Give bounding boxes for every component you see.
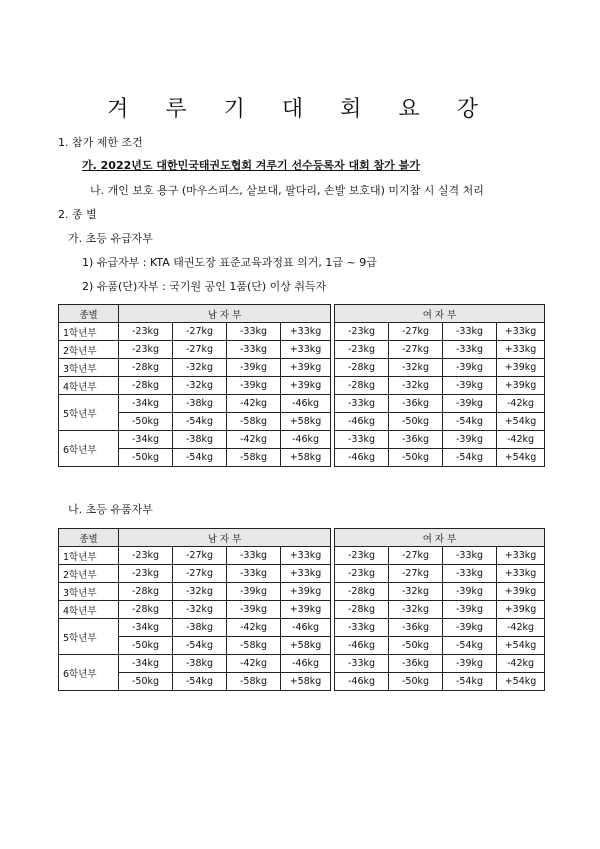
table-row bbox=[59, 449, 545, 467]
weight-cell: -23kg bbox=[119, 323, 173, 341]
weight-cell: +39kg bbox=[497, 601, 545, 619]
weight-class-table-1 bbox=[58, 304, 545, 467]
weight-cell: -33kg bbox=[335, 395, 389, 413]
weight-cell: -46kg bbox=[281, 655, 331, 673]
table-row bbox=[59, 673, 545, 691]
weight-cell: -32kg bbox=[173, 601, 227, 619]
table-header-male: 남 자 부 bbox=[119, 305, 331, 323]
weight-cell: -50kg bbox=[389, 413, 443, 431]
weight-cell: -36kg bbox=[389, 619, 443, 637]
weight-cell: -46kg bbox=[335, 413, 389, 431]
weight-cell: -54kg bbox=[443, 637, 497, 655]
weight-cell: -27kg bbox=[389, 323, 443, 341]
weight-cell: -27kg bbox=[389, 565, 443, 583]
weight-cell: -27kg bbox=[173, 341, 227, 359]
weight-cell: -54kg bbox=[173, 673, 227, 691]
weight-cell: -58kg bbox=[227, 449, 281, 467]
weight-cell: -46kg bbox=[281, 619, 331, 637]
weight-cell: +58kg bbox=[281, 449, 331, 467]
weight-cell: -32kg bbox=[389, 377, 443, 395]
weight-cell: -28kg bbox=[119, 377, 173, 395]
section-1-item-b: 나. 개인 보호 용구 (마우스피스, 샅보대, 팔다리, 손발 보호대) 미지참 시 실격 처리 bbox=[90, 184, 484, 197]
weight-cell: +33kg bbox=[281, 323, 331, 341]
weight-cell: -54kg bbox=[173, 637, 227, 655]
weight-cell: -23kg bbox=[335, 565, 389, 583]
weight-cell: +58kg bbox=[281, 413, 331, 431]
table-header-male: 남 자 부 bbox=[119, 529, 331, 547]
weight-cell: -42kg bbox=[497, 395, 545, 413]
weight-cell: -33kg bbox=[335, 431, 389, 449]
table-row bbox=[59, 341, 545, 359]
table-row bbox=[59, 413, 545, 431]
weight-cell: +39kg bbox=[497, 377, 545, 395]
weight-cell: -27kg bbox=[173, 565, 227, 583]
weight-cell: +54kg bbox=[497, 449, 545, 467]
weight-cell: -33kg bbox=[227, 323, 281, 341]
weight-cell: +33kg bbox=[497, 547, 545, 565]
weight-cell: -39kg bbox=[227, 377, 281, 395]
weight-cell: -38kg bbox=[173, 431, 227, 449]
page-title: 겨 루 기 대 회 요 강 bbox=[107, 97, 493, 122]
weight-cell: +39kg bbox=[281, 583, 331, 601]
weight-cell: -54kg bbox=[443, 449, 497, 467]
table-row bbox=[59, 655, 545, 673]
weight-class-table-2 bbox=[58, 528, 545, 691]
weight-cell: -33kg bbox=[443, 565, 497, 583]
grade-label: 6학년부 bbox=[59, 655, 119, 691]
table-row bbox=[59, 619, 545, 637]
weight-cell: -27kg bbox=[173, 323, 227, 341]
weight-cell: -23kg bbox=[335, 341, 389, 359]
weight-cell: +33kg bbox=[281, 547, 331, 565]
weight-cell: -50kg bbox=[389, 673, 443, 691]
weight-cell: +33kg bbox=[497, 341, 545, 359]
weight-cell: -54kg bbox=[443, 673, 497, 691]
section-2-sub-a-1: 1) 유급자부 : KTA 태권도장 표준교육과정표 의거, 1급 ~ 9급 bbox=[82, 256, 377, 269]
weight-cell: -42kg bbox=[497, 655, 545, 673]
grade-label: 3학년부 bbox=[59, 583, 119, 601]
weight-cell: -28kg bbox=[335, 377, 389, 395]
grade-label: 2학년부 bbox=[59, 341, 119, 359]
weight-cell: +33kg bbox=[281, 565, 331, 583]
weight-cell: -28kg bbox=[119, 583, 173, 601]
weight-cell: -27kg bbox=[389, 341, 443, 359]
weight-cell: +39kg bbox=[281, 377, 331, 395]
weight-cell: -33kg bbox=[335, 655, 389, 673]
weight-cell: -32kg bbox=[389, 359, 443, 377]
weight-cell: -54kg bbox=[443, 413, 497, 431]
weight-cell: -36kg bbox=[389, 395, 443, 413]
weight-cell: -23kg bbox=[119, 547, 173, 565]
weight-cell: -23kg bbox=[335, 323, 389, 341]
weight-cell: -46kg bbox=[281, 395, 331, 413]
weight-cell: -33kg bbox=[335, 619, 389, 637]
table-row bbox=[59, 637, 545, 655]
grade-label: 4학년부 bbox=[59, 377, 119, 395]
weight-cell: -58kg bbox=[227, 413, 281, 431]
weight-cell: -39kg bbox=[227, 359, 281, 377]
weight-cell: +39kg bbox=[281, 601, 331, 619]
weight-cell: -23kg bbox=[335, 547, 389, 565]
weight-cell: -28kg bbox=[119, 359, 173, 377]
section-2-heading: 2. 종 별 bbox=[58, 208, 97, 221]
weight-cell: -34kg bbox=[119, 431, 173, 449]
weight-cell: -33kg bbox=[443, 341, 497, 359]
weight-cell: -33kg bbox=[227, 565, 281, 583]
table-header-category: 종별 bbox=[59, 529, 119, 547]
weight-cell: +33kg bbox=[281, 341, 331, 359]
weight-cell: -39kg bbox=[443, 431, 497, 449]
weight-cell: -33kg bbox=[227, 547, 281, 565]
weight-cell: -46kg bbox=[335, 449, 389, 467]
grade-label: 1학년부 bbox=[59, 547, 119, 565]
weight-cell: -36kg bbox=[389, 431, 443, 449]
weight-cell: -50kg bbox=[119, 637, 173, 655]
weight-cell: -42kg bbox=[497, 619, 545, 637]
section-1-heading: 1. 참가 제한 조건 bbox=[58, 136, 143, 149]
weight-cell: -42kg bbox=[227, 395, 281, 413]
weight-cell: +54kg bbox=[497, 413, 545, 431]
weight-cell: -39kg bbox=[443, 359, 497, 377]
weight-cell: -39kg bbox=[227, 601, 281, 619]
weight-cell: -32kg bbox=[173, 359, 227, 377]
section-1-item-a: 가. 2022년도 대한민국태권도협회 겨루기 선수등록자 대회 참가 불가 bbox=[82, 159, 420, 172]
weight-cell: -39kg bbox=[443, 601, 497, 619]
weight-cell: -34kg bbox=[119, 395, 173, 413]
weight-cell: -38kg bbox=[173, 619, 227, 637]
weight-cell: -23kg bbox=[119, 565, 173, 583]
weight-cell: -28kg bbox=[335, 601, 389, 619]
weight-cell: -42kg bbox=[497, 431, 545, 449]
grade-label: 5학년부 bbox=[59, 395, 119, 431]
weight-cell: +39kg bbox=[497, 583, 545, 601]
weight-cell: -32kg bbox=[389, 583, 443, 601]
weight-cell: -39kg bbox=[443, 583, 497, 601]
weight-cell: -27kg bbox=[173, 547, 227, 565]
grade-label: 2학년부 bbox=[59, 565, 119, 583]
weight-cell: -28kg bbox=[335, 359, 389, 377]
weight-cell: -54kg bbox=[173, 413, 227, 431]
table-row bbox=[59, 583, 545, 601]
grade-label: 5학년부 bbox=[59, 619, 119, 655]
weight-cell: -54kg bbox=[173, 449, 227, 467]
weight-cell: -39kg bbox=[227, 583, 281, 601]
weight-cell: -32kg bbox=[389, 601, 443, 619]
table-row bbox=[59, 431, 545, 449]
weight-cell: -33kg bbox=[443, 323, 497, 341]
weight-cell: -32kg bbox=[173, 377, 227, 395]
weight-cell: -38kg bbox=[173, 655, 227, 673]
weight-cell: -50kg bbox=[119, 413, 173, 431]
weight-cell: -46kg bbox=[335, 673, 389, 691]
weight-cell: -28kg bbox=[119, 601, 173, 619]
table-row bbox=[59, 323, 545, 341]
weight-cell: +33kg bbox=[497, 323, 545, 341]
weight-cell: -32kg bbox=[173, 583, 227, 601]
weight-cell: -39kg bbox=[443, 655, 497, 673]
table-row bbox=[59, 565, 545, 583]
weight-cell: +54kg bbox=[497, 637, 545, 655]
weight-cell: -42kg bbox=[227, 619, 281, 637]
weight-cell: -42kg bbox=[227, 431, 281, 449]
weight-cell: -42kg bbox=[227, 655, 281, 673]
weight-cell: -50kg bbox=[119, 673, 173, 691]
table-header-female: 여 자 부 bbox=[335, 305, 545, 323]
table-row bbox=[59, 377, 545, 395]
weight-cell: -33kg bbox=[443, 547, 497, 565]
weight-cell: -28kg bbox=[335, 583, 389, 601]
weight-cell: -50kg bbox=[389, 637, 443, 655]
weight-cell: -39kg bbox=[443, 619, 497, 637]
weight-cell: -46kg bbox=[335, 637, 389, 655]
table-row bbox=[59, 395, 545, 413]
weight-cell: -33kg bbox=[227, 341, 281, 359]
section-2-sub-b: 나. 초등 유품자부 bbox=[68, 503, 153, 516]
grade-label: 1학년부 bbox=[59, 323, 119, 341]
weight-cell: -34kg bbox=[119, 655, 173, 673]
weight-cell: -58kg bbox=[227, 637, 281, 655]
table-header-female: 여 자 부 bbox=[335, 529, 545, 547]
section-2-sub-a-2: 2) 유품(단)자부 : 국기원 공인 1품(단) 이상 취득자 bbox=[82, 280, 327, 293]
weight-cell: +58kg bbox=[281, 637, 331, 655]
weight-cell: -36kg bbox=[389, 655, 443, 673]
weight-cell: +39kg bbox=[281, 359, 331, 377]
weight-cell: -34kg bbox=[119, 619, 173, 637]
table-row bbox=[59, 359, 545, 377]
weight-cell: -58kg bbox=[227, 673, 281, 691]
weight-cell: +54kg bbox=[497, 673, 545, 691]
grade-label: 6학년부 bbox=[59, 431, 119, 467]
weight-cell: -39kg bbox=[443, 377, 497, 395]
table-header-category: 종별 bbox=[59, 305, 119, 323]
table-row bbox=[59, 547, 545, 565]
weight-cell: -27kg bbox=[389, 547, 443, 565]
grade-label: 3학년부 bbox=[59, 359, 119, 377]
weight-cell: +58kg bbox=[281, 673, 331, 691]
table-row bbox=[59, 601, 545, 619]
weight-cell: -50kg bbox=[389, 449, 443, 467]
weight-cell: +39kg bbox=[497, 359, 545, 377]
weight-cell: -38kg bbox=[173, 395, 227, 413]
weight-cell: -39kg bbox=[443, 395, 497, 413]
weight-cell: -50kg bbox=[119, 449, 173, 467]
weight-cell: +33kg bbox=[497, 565, 545, 583]
weight-cell: -46kg bbox=[281, 431, 331, 449]
weight-cell: -23kg bbox=[119, 341, 173, 359]
section-2-sub-a: 가. 초등 유급자부 bbox=[68, 232, 153, 245]
grade-label: 4학년부 bbox=[59, 601, 119, 619]
